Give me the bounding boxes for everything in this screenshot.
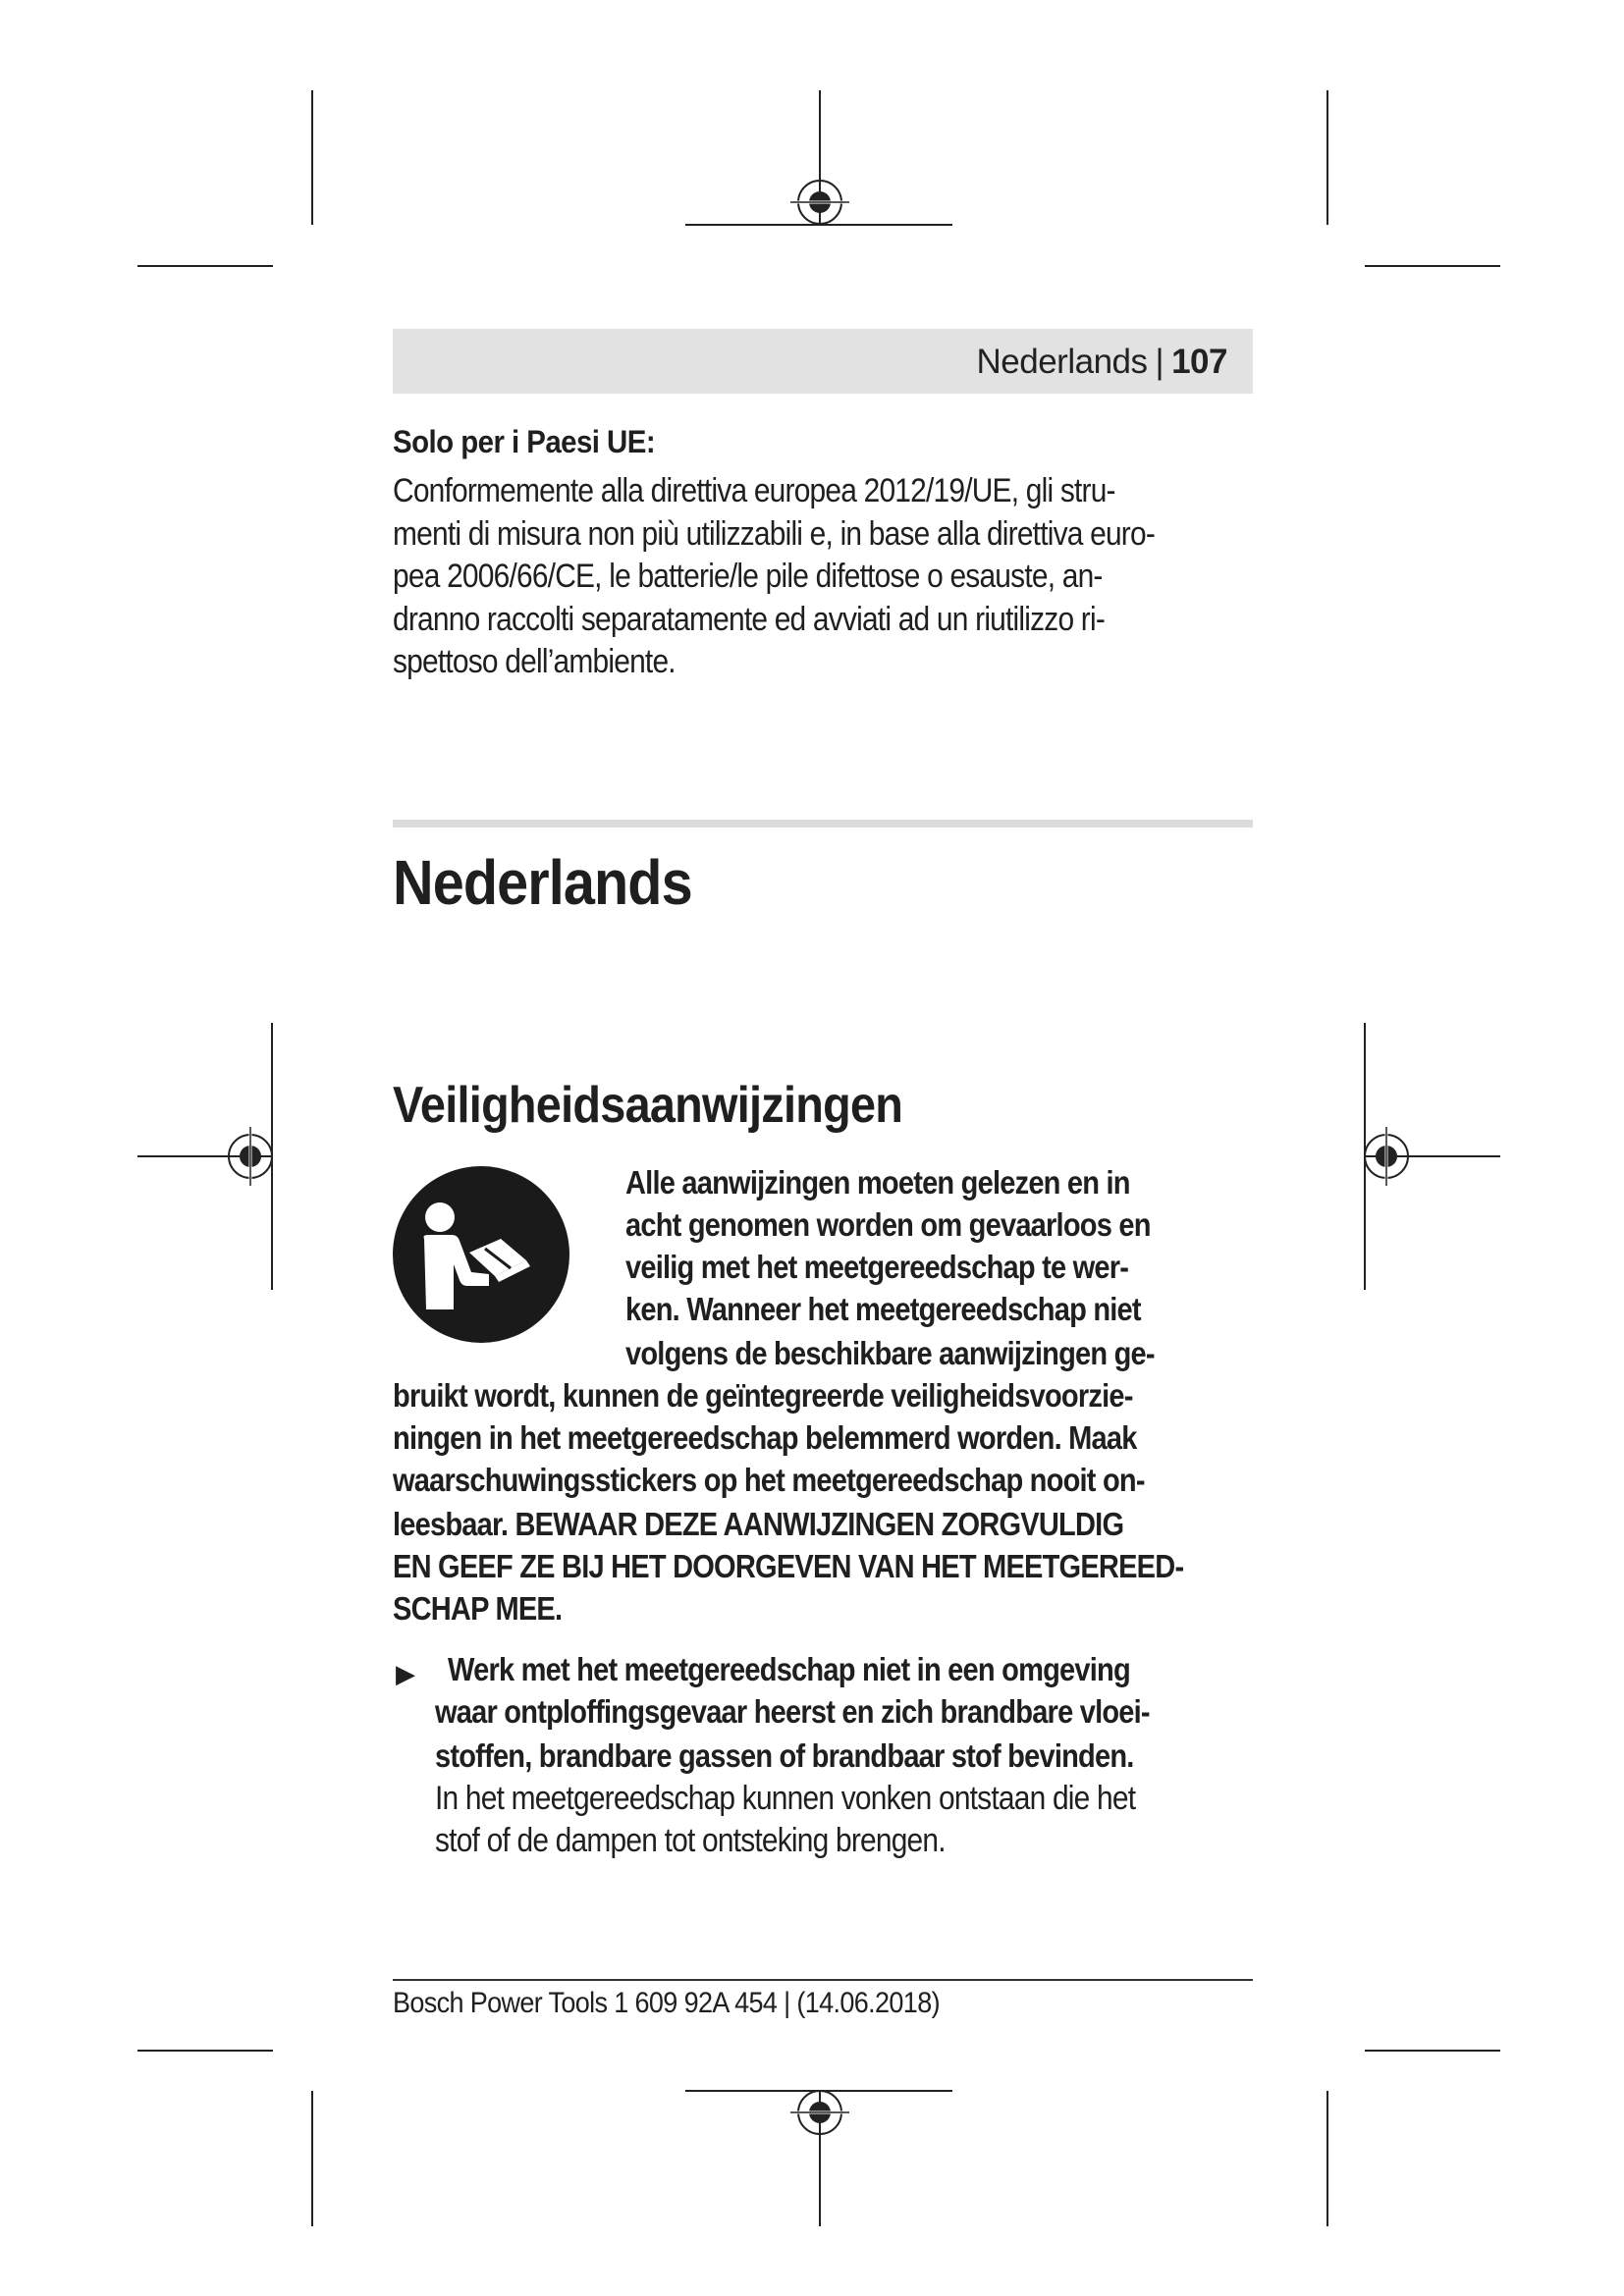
paragraph-line: spettoso dell’ambiente. [393, 643, 676, 680]
intro-line: leesbaar. BEWAAR DEZE AANWIJZINGEN ZORGVULDIG [393, 1506, 1124, 1542]
header-language: Nederlands [976, 343, 1148, 381]
read-manual-icon [393, 1166, 569, 1343]
paragraph-line: dranno raccolti separatamente ed avviati ad un riutilizzo ri- [393, 600, 1106, 638]
section-divider [393, 820, 1253, 828]
bullet-line: stoffen, brandbare gassen of brandbaar stof bevinden. [435, 1737, 1134, 1774]
intro-line: volgens de beschikbare aanwijzingen ge- [625, 1335, 1155, 1371]
page-header [393, 329, 1253, 394]
paragraph-line: Conformemente alla direttiva europea 2012/19/UE, gli stru- [393, 472, 1115, 509]
page-number: 107 [1171, 343, 1227, 381]
bullet-detail-line: stof of de dampen tot ontsteking brengen. [435, 1822, 946, 1859]
intro-line: veilig met het meetgereedschap te wer- [625, 1249, 1129, 1285]
bullet-line: Werk met het meetgereedschap niet in een omgeving [448, 1651, 1130, 1687]
subsection-title: Veiligheidsaanwijzingen [393, 1077, 903, 1134]
intro-line: SCHAP MEE. [393, 1590, 563, 1627]
bullet-arrow-icon: ▶ [396, 1659, 415, 1688]
intro-line: acht genomen worden om gevaarloos en [625, 1206, 1151, 1243]
paragraph-line: menti di misura non più utilizzabili e, in base alla direttiva euro- [393, 514, 1156, 553]
bullet-detail-line: In het meetgereedschap kunnen vonken ontstaan die het [435, 1780, 1136, 1817]
intro-line: ningen in het meetgereedschap belemmerd worden. Maak [393, 1419, 1137, 1456]
intro-line: EN GEEF ZE BIJ HET DOORGEVEN VAN HET MEETGEREED- [393, 1548, 1184, 1584]
bullet-line: waar ontploffingsgevaar heerst en zich brandbare vloei- [435, 1693, 1150, 1730]
header-label [977, 343, 1228, 382]
italian-paragraph [393, 470, 1253, 684]
italian-subheading: Solo per i Paesi UE: [393, 424, 656, 459]
intro-line: Alle aanwijzingen moeten gelezen en in [625, 1164, 1130, 1201]
footer-text: Bosch Power Tools 1 609 92A 454 | (14.06.2018) [393, 1987, 940, 2019]
section-title: Nederlands [393, 847, 692, 918]
header-separator: | [1155, 343, 1164, 381]
intro-line: waarschuwingsstickers op het meetgereedschap nooit on- [393, 1462, 1145, 1498]
footer-rule [393, 1979, 1253, 1981]
intro-line: bruikt wordt, kunnen de geïntegreerde veiligheidsvoorzie- [393, 1377, 1133, 1414]
intro-line: ken. Wanneer het meetgereedschap niet [625, 1291, 1141, 1327]
paragraph-line: pea 2006/66/CE, le batterie/le pile difettose o esauste, an- [393, 558, 1103, 595]
